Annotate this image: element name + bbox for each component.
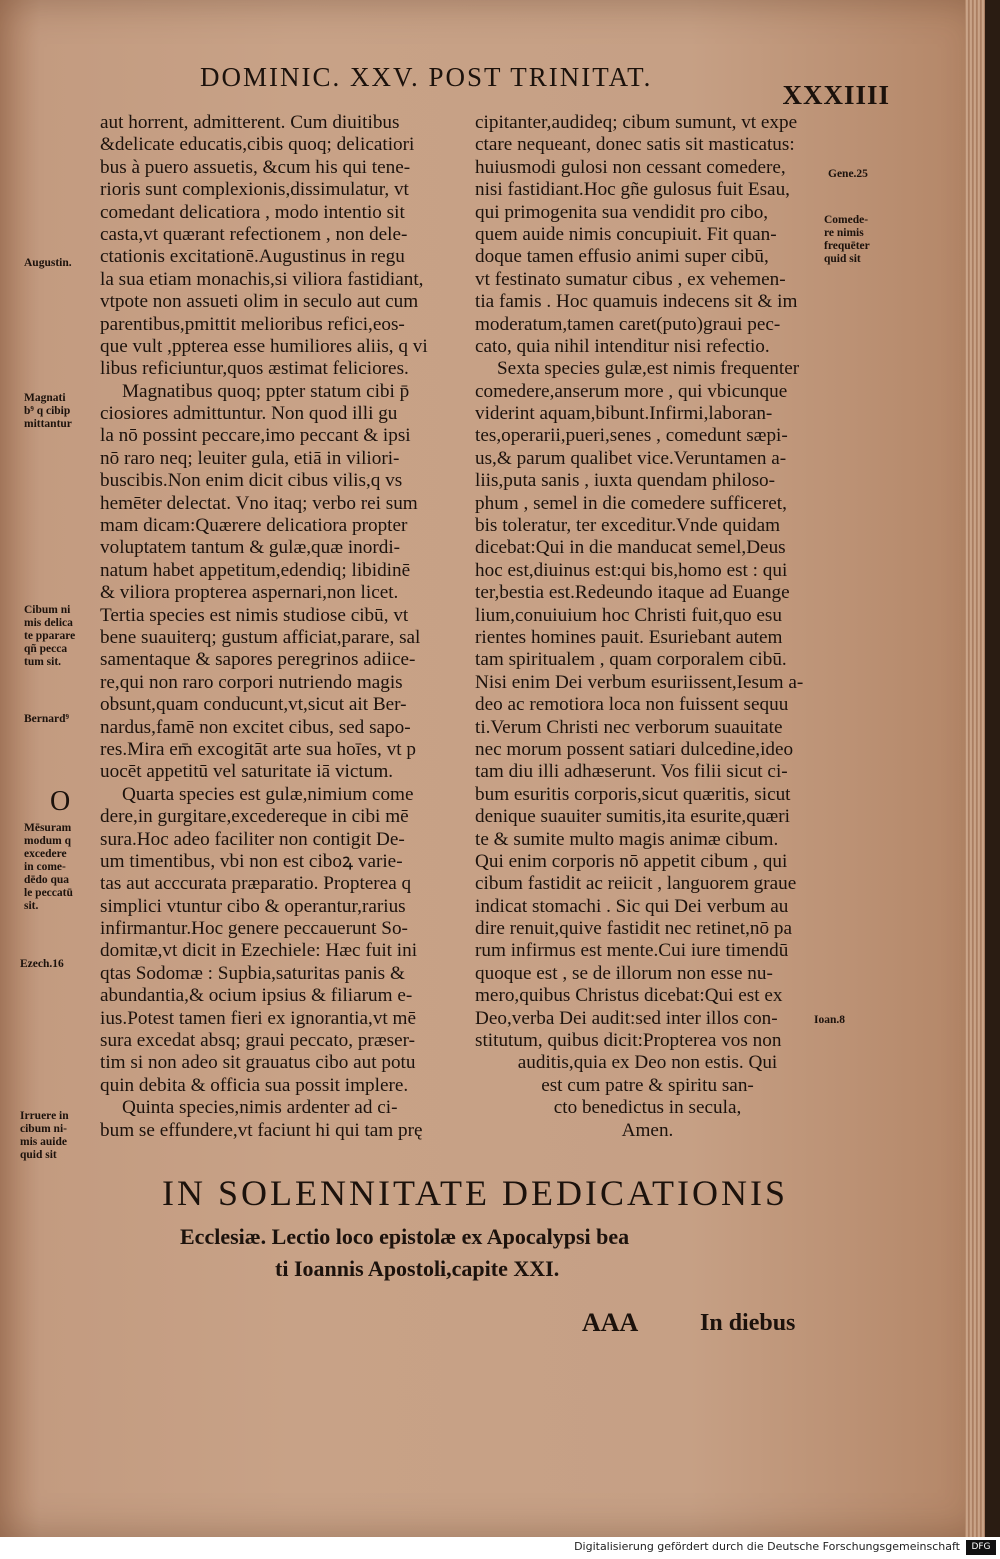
text-line: ciosiores admittuntur. Non quod illi gu [100,403,398,425]
text-line: est cum patre & spiritu san- [541,1074,754,1096]
text-line: deo ac remotiora loca non fuissent sequu [475,694,789,716]
text-line: infirmantur.Hoc genere peccauerunt So- [100,918,408,940]
text-line: tam spiritualem , quam corporalem cibū. [475,649,787,671]
text-line: us,& parum qualibet vice.Veruntamen a- [475,447,787,469]
folio-number: XXXIIII [782,80,890,110]
right-text-column [475,112,820,1142]
text-line: te & sumite multo magis animæ cibum. [475,828,779,850]
text-line: casta,vt quærant refectionem , non dele- [100,223,408,245]
text-line: rientes homines pauit. Esuriebant autem [475,626,783,648]
text-line: vtpote non assueti olim in seculo aut cum [100,291,419,313]
left-text-column [100,112,460,1142]
text-line: Quinta species,nimis ardenter ad ci- [122,1097,398,1119]
margin-note-bernard: Bernard⁹ [24,713,69,725]
catchword: In diebus [700,1310,796,1336]
text-line: que vult ,ppterea esse humiliores aliis, q vi [100,335,428,357]
margin-note-augustin: Augustin. [24,257,72,269]
text-line: Deo,verba Dei audit:sed inter illos con- [475,1007,778,1029]
margin-note-irruere: Irruere in cibum ni- mis auide quid sit [20,1110,69,1161]
text-line: bum esuritis corporis,sicut quæritis, sicut [475,783,791,805]
text-line: doque tamen effusio animi super cibū, [475,246,769,268]
text-line: mero,quibus Christus dicebat:Qui est ex [475,985,783,1007]
text-line: nec morum possent satiari dulcedine,ideo [475,738,794,760]
text-line: Sexta species gulæ,est nimis frequenter [497,358,800,380]
margin-note-genesis: Gene.25 [828,168,868,180]
section-title: IN SOLENNITATE DEDICATIONIS [161,1173,789,1213]
text-line: Tertia species est nimis studiose cibū, vt [100,604,409,626]
text-line: vt festinato sumatur cibus , ex vehemen- [475,268,786,290]
margin-note-magnatibus: Magnati b⁹ q cibip mittantur [24,392,72,430]
text-line: um timentibus, vbi non est ciboꝝ varie- [100,850,403,872]
text-line: lium,conuiuium hoc Christi fuit,quo esu [475,604,782,626]
text-line: tes,operarii,pueri,senes , comedunt sæpi- [475,425,788,447]
text-line: hemēter delectat. Vno itaq; verbo rei sum [100,492,418,514]
text-line: obsunt,quam conducunt,vt,sicut ait Ber- [100,694,407,716]
text-line: quem auide nimis concupiuit. Fit quan- [475,223,777,245]
cue-marks: AAA [582,1308,639,1337]
section-subtitle-line1: Ecclesiæ. Lectio loco epistolæ ex Apocalypsi bea [180,1224,630,1249]
text-line: tia famis . Hoc quamuis indecens sit & im [475,291,798,313]
section-subtitle-line2: ti Ioannis Apostoli,capite XXI. [275,1256,560,1281]
text-line: simplici vtuntur cibo & operantur,rarius [100,895,406,917]
text-line: Amen. [621,1119,674,1141]
footer-bar [0,1537,1000,1559]
text-line: uocēt appetitū vel saturitate iā victum. [100,761,394,783]
text-line: bum se effundere,vt faciunt hi qui tam prę [100,1119,423,1141]
text-line: cibum fastidit ac reiicit , languorem graue [475,873,797,895]
text-line: ius.Potest tamen fieri ex ignorantia,vt mē [100,1007,416,1029]
text-line: moderatum,tamen caret(puto)graui pec- [475,313,781,335]
text-line: cipitanter,audideq; cibum sumunt, vt expe [475,112,798,133]
text-line: quin debita & officia sua possit implere. [100,1074,409,1096]
text-line: ter,bestia est.Redeundo itaque ad Euange [475,582,790,604]
text-line: sura excedat absq; graui peccato, præser- [100,1030,416,1052]
text-line: quoque est , se de illorum non esse nu- [475,962,773,984]
text-line: huiusmodi gulosi non cessant comedere, [475,156,786,178]
text-line: tim si non adeo sit grauatus cibo aut potu [100,1052,416,1074]
margin-note-cibum-delicate: Cibum ni mis delica te pparare qñ pecca tum sit. [24,604,76,668]
text-line: phum , semel in die comedere sufficeret, [475,492,787,514]
dfg-logo-icon: DFG [966,1540,996,1555]
text-line: denique suauiter sumitis,ita esurite,quæri [475,806,790,828]
margin-note-mensuram: Mēsuram modum q excedere in come- dēdo qua le peccatū sit. [24,822,73,912]
text-line: ctare nequeant, donec satis sit masticatus: [475,134,795,156]
text-line: cto benedictus in secula, [553,1097,742,1119]
text-line: cato, quia nihil intenditur nisi refectio. [475,335,770,357]
text-line: la sua etiam monachis,si viliora fastidiant, [100,268,424,290]
text-line: bene suauiterq; gustum afficiat,parare, sal [100,626,421,648]
text-line: & viliora propterea aspernari,non licet. [100,582,399,604]
text-line: natum habet appetitum,edendiq; libidinē [100,559,411,581]
text-line: comedere,anserum more , qui vbicunque [475,380,788,402]
margin-note-ezech: Ezech.16 [20,958,64,970]
text-line: libus reficiuntur,quos æstimat feliciores. [100,358,409,380]
margin-note-ioan: Ioan.8 [814,1014,845,1026]
text-line: Magnatibus quoq; ppter statum cibi p̄ [122,380,410,402]
text-line: dire renuit,quive fastidit nec retinet,nō pa [475,918,793,940]
text-line: ctationis excitationē.Augustinus in regu [100,246,405,268]
text-line: Nisi enim Dei verbum esuriissent,Iesum a- [475,671,804,693]
text-line: domitæ,vt dicit in Ezechiele: Hæc fuit ini [100,940,418,962]
page-edge-stack [965,0,985,1537]
text-line: comedant delicatiora , modo intentio sit [100,201,405,223]
text-line: la nō possint peccare,imo peccant & ipsi [100,425,411,447]
text-line: stitutum, quibus dicit:Propterea vos non [475,1030,782,1052]
text-line: rioris sunt complexionis,dissimulatur, vt [100,179,409,201]
running-title: DOMINIC. XXV. POST TRINITAT. [200,62,653,92]
text-line: sura.Hoc adeo faciliter non contigit De- [100,828,405,850]
footer-credit: Digitalisierung gefördert durch die Deutsche Forschungsgemeinschaft [574,1540,960,1553]
text-line: aut horrent, admitterent. Cum diuitibus [100,112,400,133]
text-line: buscibis.Non enim dicit cibus vilis,q vs [100,470,403,492]
text-line: bus à puero assuetis, &cum his qui tene- [100,156,411,178]
text-line: nardus,famē non excitet cibus, sed sapo- [100,716,411,738]
text-line: auditis,quia ex Deo non estis. Qui [517,1052,778,1074]
text-line: &delicate educatis,cibis quoq; delicatiori [100,134,415,156]
margin-note-o: O [50,786,71,817]
text-line: rum infirmus est mente.Cui iure timendū [475,940,789,962]
text-line: nō raro neq; leuiter gula, etiā in viliori- [100,447,400,469]
margin-note-comedere: Comede- re nimis frequēter quid sit [824,214,870,265]
text-line: dere,in gurgitare,excedereque in cibi mē [100,806,409,828]
text-line: hoc est,diuinus est:qui bis,homo est : qui [475,559,788,581]
text-line: mam dicam:Quærere delicatiora propter [100,515,408,537]
text-line: parentibus,pmittit melioribus refici,eos- [100,313,405,335]
text-line: qtas Sodomæ : Supbia,saturitas panis & [100,962,405,984]
text-line: Qui enim corporis nō appetit cibum , qui [475,850,788,872]
text-line: tas aut acccurata præparatio. Propterea q [100,873,412,895]
text-line: samentaque & sapores peregrinos adiice- [100,649,416,671]
text-line: abundantia,& ocium ipsius & filiarum e- [100,985,413,1007]
text-line: indicat stomachi . Sic qui Dei verbum au [475,895,789,917]
text-line: liis,puta sanis , iuxta quendam philoso- [475,470,776,492]
text-line: bis toleratur, ter exceditur.Vnde quidam [475,515,781,537]
text-line: tam diu illi adhæserunt. Vos filii sicut ci- [475,761,788,783]
text-line: viderint aquam,bibunt.Infirmi,laboran- [475,403,773,425]
text-line: qui primogenita sua vendidit pro cibo, [475,201,769,223]
text-line: res.Mira em̄ excogitāt arte sua hoīes, vt p [100,738,416,760]
text-line: dicebat:Qui in die manducat semel,Deus [475,537,786,559]
text-line: voluptatem tantum & gulæ,quæ inordi- [100,537,401,559]
text-line: re,qui non raro corpori nutriendo magis [100,671,403,693]
text-line: nisi fastidiant.Hoc gñe gulosus fuit Esau, [475,179,790,201]
text-line: Quarta species est gulæ,nimium come [122,783,414,805]
text-line: ti.Verum Christi nec verborum suauitate [475,716,783,738]
